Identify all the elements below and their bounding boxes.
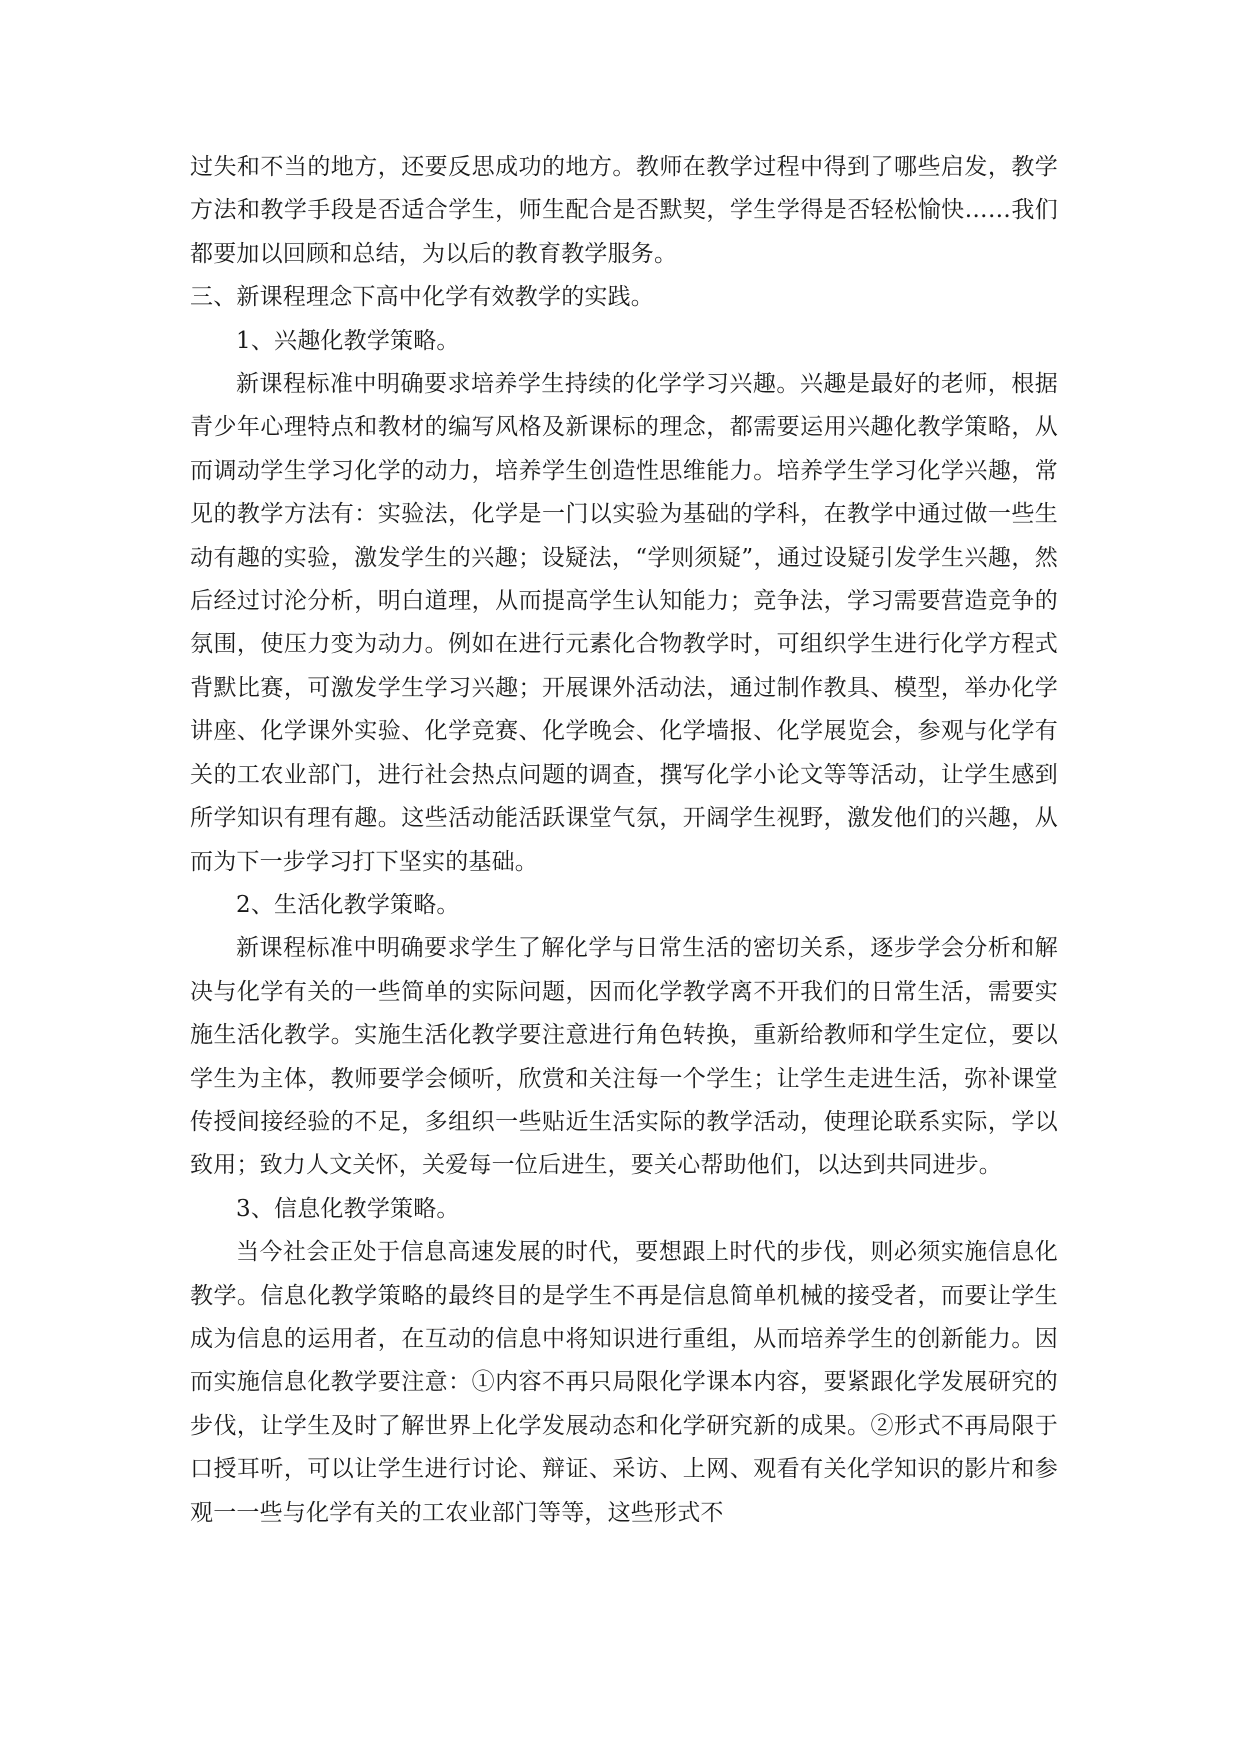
paragraph-reflection-continuation: 过失和不当的地方，还要反思成功的地方。教师在教学过程中得到了哪些启发，教学方法和教学手段是否适合学生，师生配合是否默契，学生学得是否轻松愉快……我们都要加以回顾和总结，为以后的教育教学服务。	[190, 154, 1058, 267]
document-body	[190, 146, 1058, 1535]
subheading-life-strategy: 2、生活化教学策略。	[236, 891, 460, 918]
section-heading-3: 三、新课程理念下高中化学有效教学的实践。	[190, 284, 654, 311]
paragraph-info-strategy: 当今社会正处于信息高速发展的时代，要想跟上时代的步伐，则必须实施信息化教学。信息化教学策略的最终目的是学生不再是信息简单机械的接受者，而要让学生成为信息的运用者，在互动的信息中将知识进行重组，从而培养学生的创新能力。因而实施信息化教学要注意：①内容不再只局限化学课本内容，要紧跟化学发展研究的步伐，让学生及时了解世界上化学发展动态和化学研究新的成果。②形式不再局限于口授耳听，可以让学生进行讨论、辩证、采访、上网、观看有关化学知识的影片和参观一一些与化学有关的工农业部门等等，这些形式不	[190, 1239, 1058, 1526]
paragraph-interest-strategy: 新课程标准中明确要求培养学生持续的化学学习兴趣。兴趣是最好的老师，根据青少年心理特点和教材的编写风格及新课标的理念，都需要运用兴趣化教学策略，从而调动学生学习化学的动力，培养学生创造性思维能力。培养学生学习化学兴趣，常见的教学方法有：实验法，化学是一门以实验为基础的学科，在教学中通过做一些生动有趣的实验，激发学生的兴趣；设疑法，“学则须疑”，通过设疑引发学生兴趣，然后经过讨沦分析，明白道理，从而提高学生认知能力；竞争法，学习需要营造竞争的氛围，使压力变为动力。例如在进行元素化合物教学时，可组织学生进行化学方程式背默比赛，可激发学生学习兴趣；开展课外活动法，通过制作教具、模型，举办化学讲座、化学课外实验、化学竞赛、化学晚会、化学墙报、化学展览会，参观与化学有关的工农业部门，进行社会热点问题的调查，撰写化学小论文等等活动，让学生感到所学知识有理有趣。这些活动能活跃课堂气氛，开阔学生视野，激发他们的兴趣，从而为下一步学习打下坚实的基础。	[190, 371, 1058, 875]
subheading-info-strategy: 3、信息化教学策略。	[236, 1195, 460, 1222]
subheading-interest-strategy: 1、兴趣化教学策略。	[236, 327, 460, 354]
paragraph-life-strategy: 新课程标准中明确要求学生了解化学与日常生活的密切关系，逐步学会分析和解决与化学有关的一些简单的实际问题，因而化学教学离不开我们的日常生活，需要实施生活化教学。实施生活化教学要注意进行角色转换，重新给教师和学生定位，要以学生为主体，教师要学会倾听，欣赏和关注每一个学生；让学生走进生活，弥补课堂传授间接经验的不足，多组织一些贴近生活实际的教学活动，使理论联系实际，学以致用；致力人文关怀，关爱每一位后进生，要关心帮助他们，以达到共同进步。	[190, 935, 1058, 1179]
